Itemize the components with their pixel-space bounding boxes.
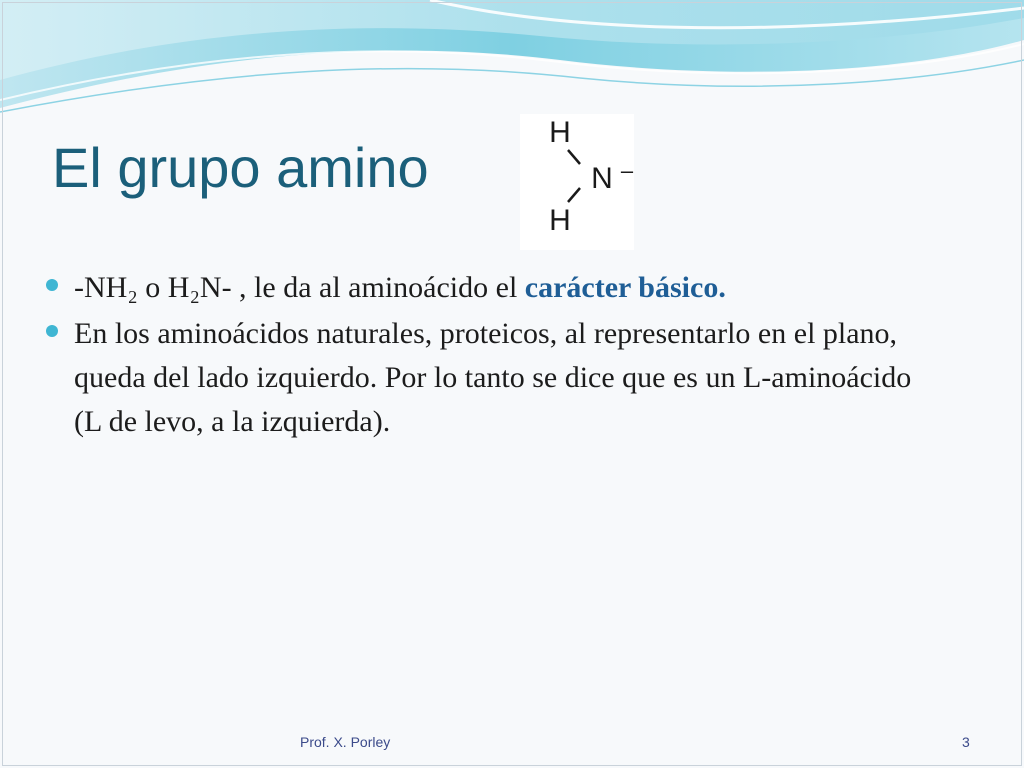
- bullet-list: [44, 266, 944, 446]
- header-wave-decoration: [0, 0, 1024, 115]
- footer-page-number: 3: [962, 734, 970, 750]
- bullet-2-text: En los aminoácidos naturales, proteicos, al representarlo en el plano, queda del lado izquierdo. Por lo tanto se dice que es un L-aminoácido (L de levo, a la izquierda).: [74, 317, 912, 438]
- bullet-item-2: [44, 312, 944, 444]
- bond-top: [568, 150, 580, 164]
- bullet-1-highlight: carácter básico.: [524, 271, 726, 304]
- bullet-dot-icon: [46, 325, 58, 337]
- amino-group-structure: [520, 114, 634, 250]
- atom-n: N: [591, 162, 613, 195]
- bullet-item-1: [44, 266, 944, 310]
- charge-sign: –: [620, 158, 634, 183]
- atom-h-top: H: [549, 116, 571, 149]
- footer-author: Prof. X. Porley: [300, 734, 391, 750]
- slide-title: El grupo amino: [52, 136, 429, 199]
- bullet-1-text: -NH₂ o H₂N- , le da al aminoácido el: [74, 271, 525, 304]
- bond-bottom: [568, 188, 580, 202]
- bullet-dot-icon: [46, 279, 58, 291]
- atom-h-bottom: H: [549, 204, 571, 237]
